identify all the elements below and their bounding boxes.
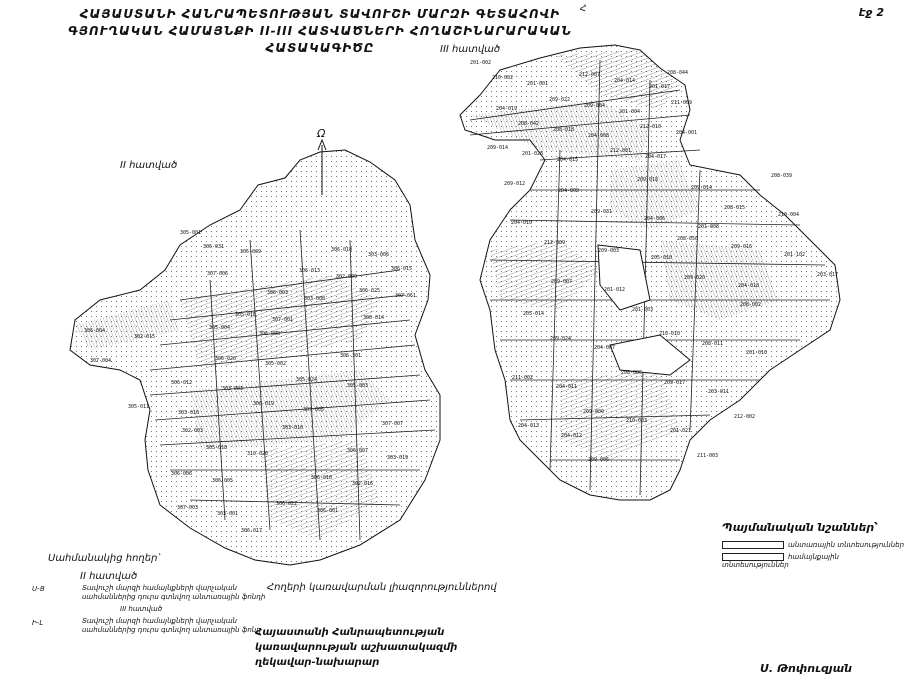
section-ii-plot-label: 307-006 <box>207 271 229 277</box>
section-ii-plot-label: 306-301 <box>340 353 362 359</box>
section-ii-plot-label: 305-004 <box>209 325 231 331</box>
section-iii-plot-label: 209-017 <box>664 380 686 386</box>
section-ii-plot-label: 306-007 <box>347 448 369 454</box>
adjacent-sub-iii: III հատված <box>120 605 163 613</box>
section-ii-plot-label: 305-002 <box>265 361 287 367</box>
section-ii-plot-label: 306-005 <box>212 478 234 484</box>
section-iii-plot-label: 201-003 <box>632 307 654 313</box>
section-iii-plot-label: 212-002 <box>734 414 756 420</box>
section-ii-plot-label: 303-001 <box>217 511 239 517</box>
section-iii-plot-label: 201-012 <box>604 287 626 293</box>
section-iii-plot-label: 208-018 <box>553 127 575 133</box>
section-iii-plot-label: 208-006 <box>621 370 643 376</box>
section-ii-plot-label: 303-006 <box>368 252 390 258</box>
section-ii-plot-label: 306-001 <box>317 508 339 514</box>
adjacent-code-1: Ս-Ց <box>32 585 45 593</box>
adjacent-text-2: Տավուշի մարզի համայնքների վարչական սահմաններից դուրս գտնվող անտառային ֆոնդ <box>82 617 261 634</box>
section-iii-plot-label: 210-002 <box>492 75 514 81</box>
adjacent-lands-heading: Սահմանակից հողեր՝ <box>48 553 160 564</box>
section-iii-plot-label: 209-014 <box>691 185 713 191</box>
section-ii-plot-label: 305-011 <box>128 404 150 410</box>
section-ii-plot-label: 305-001 <box>180 230 202 236</box>
section-ii-plot-label: 306-022 <box>276 501 298 507</box>
section-iii-plot-label: 211-003 <box>697 453 719 459</box>
section-iii-plot-label: 204-008 <box>588 133 610 139</box>
section-iii-plot-label: 204-012 <box>561 433 583 439</box>
section-ii-plot-label: 306-031 <box>203 244 225 250</box>
section-iii-plot-label: 209-004 <box>584 103 606 109</box>
section-ii-label: II հատված <box>120 160 178 171</box>
north-marker-top: Հ <box>580 4 587 14</box>
section-ii-plot-label: 306-004 <box>84 328 106 334</box>
section-iii-plot-label: 201-028 <box>522 151 544 157</box>
section-iii-plot-label: 204-019 <box>496 106 518 112</box>
section-ii-plot-label: 306-014 <box>363 315 385 321</box>
section-iii-plot-label: 204-006 <box>644 216 666 222</box>
title-line-2: ԳՅՈՒՂԱԿԱՆ ՀԱՄԱՅՆՔԻ II-III ՀԱՏՎԱԾՆԵՐԻ ՀՈՂԱՇԻՆԱՐԱՐԱԿԱՆ ՀԱՏԱԿԱԳԻԾԸ <box>68 24 572 55</box>
section-ii-plot-label: 306-015 <box>391 266 413 272</box>
section-iii-plot-label: 201-002 <box>470 60 492 66</box>
section-iii-label: III հատված <box>440 44 501 55</box>
section-ii-plot-label: 307-005 <box>303 407 325 413</box>
section-ii-plot-label: 307-001 <box>272 317 294 323</box>
section-iii-plot-label: 209-009 <box>583 409 605 415</box>
section-iii-plot-label: 209-018 <box>637 177 659 183</box>
map-caption: Հողերի կառավարման լիազորություններով <box>267 582 497 593</box>
section-iii-plot-label: 209-031 <box>591 209 613 215</box>
section-iii-plot-label: 201-008 <box>698 224 720 230</box>
section-ii-plot-label: 307-004 <box>90 358 112 364</box>
legend-item-community: համայնքային տնտեսություններ <box>722 553 839 569</box>
section-ii-plot-label: 306-010 <box>331 247 353 253</box>
section-ii-plot-label: 307-061 <box>395 293 417 299</box>
section-iii-plot-label: 204-009 <box>558 188 580 194</box>
section-ii-plot-label: 306-012 <box>171 380 193 386</box>
section-ii-plot-label: 307-003 <box>177 505 199 511</box>
section-ii-plot-label: 306-013 <box>299 268 321 274</box>
section-iii-plot-label: 205-014 <box>523 311 545 317</box>
section-iii-plot-label: 208-011 <box>702 341 724 347</box>
section-ii-plot-label: 302-016 <box>352 481 374 487</box>
signature-name: Ս. Թոփուզյան <box>760 662 852 675</box>
section-ii-plot-label: 302-003 <box>182 428 204 434</box>
section-iii-plot-label: 204-018 <box>738 283 760 289</box>
section-ii-plot-label: 303-008 <box>304 296 326 302</box>
section-ii-plot-label: 305-003 <box>347 383 369 389</box>
section-ii-plot-label: 302-015 <box>134 334 156 340</box>
section-iii-plot-label: 201-102 <box>784 252 806 258</box>
section-iii-plot-label: 208-044 <box>667 70 689 76</box>
section-ii-plot-label: 303-010 <box>282 425 304 431</box>
section-iii-plot-label: 209-012 <box>504 181 526 187</box>
section-iii-plot-label: 209-016 <box>731 244 753 250</box>
section-ii-plot-label: 306-017 <box>241 528 263 534</box>
section-iii-plot-label: 209-006 <box>588 457 610 463</box>
section-iii-plot-label: 208-002 <box>740 302 762 308</box>
section-iii-plot-label: 204-001 <box>676 130 698 136</box>
section-iii-plot-label: 209-003 <box>598 248 620 254</box>
section-iii-plot-label: 212-007 <box>579 72 601 78</box>
section-ii-plot-label: 310-020 <box>247 451 269 457</box>
section-iii-plot-label: 204-015 <box>557 157 579 163</box>
approval-block: Հայաստանի Հանրապետության կառավարության աշխատակազմի ղեկավար-նախարար <box>255 627 458 668</box>
section-iii-plot-label: 210-004 <box>778 212 800 218</box>
section-iii-plot-label: 203-017 <box>817 272 839 278</box>
section-iii-plot-label: 208-042 <box>518 121 540 127</box>
section-iii-plot-label: 204-007 <box>594 345 616 351</box>
section-ii-plot-label: 303-003 <box>222 386 244 392</box>
section-ii-plot-label: 303-019 <box>387 455 409 461</box>
section-ii-plot-label: 305-018 <box>235 312 257 318</box>
section-iii-plot-label: 211-002 <box>512 375 534 381</box>
section-iii-plot-label: 201-004 <box>619 109 641 115</box>
section-iii-plot-label: 212-010 <box>640 124 662 130</box>
section-iii-plot-label: 209-022 <box>549 97 571 103</box>
section-iii-plot-label: 205-010 <box>651 255 673 261</box>
section-ii-plot-label: 306-025 <box>359 288 381 294</box>
north-arrow-label: Ω <box>317 127 326 140</box>
section-iii-plot-label: 204-011 <box>556 384 578 390</box>
title-line-1: ՀԱՅԱՍՏԱՆԻ ՀԱՆՐԱՊԵՏՈՒԹՅԱՆ ՏԱՎՈՒՇԻ ՄԱՐԶԻ ԳԵՏԱՀՈՎԻ <box>79 7 561 21</box>
section-ii-plot-label: 305-024 <box>296 377 318 383</box>
legend-item-forest: անտառային տնտեսություններ <box>722 541 904 549</box>
section-iii-plot-label: 201-017 <box>649 84 671 90</box>
section-ii-plot-label: 305-018 <box>206 445 228 451</box>
section-iii-plot-label: 204-014 <box>614 78 636 84</box>
section-ii-plot-label: 307-007 <box>382 421 404 427</box>
section-ii-plot-label: 305-009 <box>240 249 262 255</box>
section-iii-plot-label: 209-014 <box>487 145 509 151</box>
legend-swatch-community <box>722 553 784 561</box>
page-number: էջ 2 <box>858 6 884 19</box>
section-iii-plot-label: 208-039 <box>771 173 793 179</box>
adjacent-sub-ii: II հատված <box>80 571 138 582</box>
section-iii-plot-label: 201-001 <box>527 81 549 87</box>
legend-title: Պայմանական նշաններ՝ <box>722 521 878 534</box>
section-iii-plot-label: 201-010 <box>746 350 768 356</box>
section-iii-plot-label: 209-024 <box>550 336 572 342</box>
section-iii-plot-label: 208-050 <box>677 236 699 242</box>
section-ii-plot-label: 306-019 <box>253 401 275 407</box>
section-iii-plot-label: 204-013 <box>518 423 540 429</box>
section-ii-plot-label: 306-020 <box>215 356 237 362</box>
section-iii-plot-label: 209-007 <box>551 279 573 285</box>
section-ii-plot-label: 306-006 <box>171 471 193 477</box>
section-ii-plot-label: 306-008 <box>259 331 281 337</box>
section-iii-plot-label: 208-015 <box>724 205 746 211</box>
section-iii-plot-label: 210-003 <box>626 418 648 424</box>
section-iii-plot-label: 212-001 <box>610 148 632 154</box>
section-iii-plot-label: 204-017 <box>645 154 667 160</box>
section-ii-plot-label: 306-003 <box>267 290 289 296</box>
section-ii-plot-label: 302-009 <box>336 274 358 280</box>
section-ii-plot-label: 306-016 <box>311 475 333 481</box>
adjacent-text-1: Տավուշի մարզի համայնքների վարչական սահմաններից դուրս գտնվող անտառային ֆոնդի <box>82 584 266 601</box>
section-iii-plot-label: 204-010 <box>511 220 533 226</box>
section-iii-plot-label: 210-010 <box>659 331 681 337</box>
section-iii-plot-label: 203-011 <box>708 389 730 395</box>
section-iii-plot-label: 209-020 <box>684 275 706 281</box>
section-iii-plot-label: 201-021 <box>670 428 692 434</box>
legend-swatch-forest <box>722 541 784 549</box>
section-ii-plot-label: 303-010 <box>178 410 200 416</box>
section-iii-plot-label: 211-009 <box>671 100 693 106</box>
section-iii-plot-label: 212-009 <box>544 240 566 246</box>
adjacent-code-2: Ի-Լ <box>32 619 44 627</box>
